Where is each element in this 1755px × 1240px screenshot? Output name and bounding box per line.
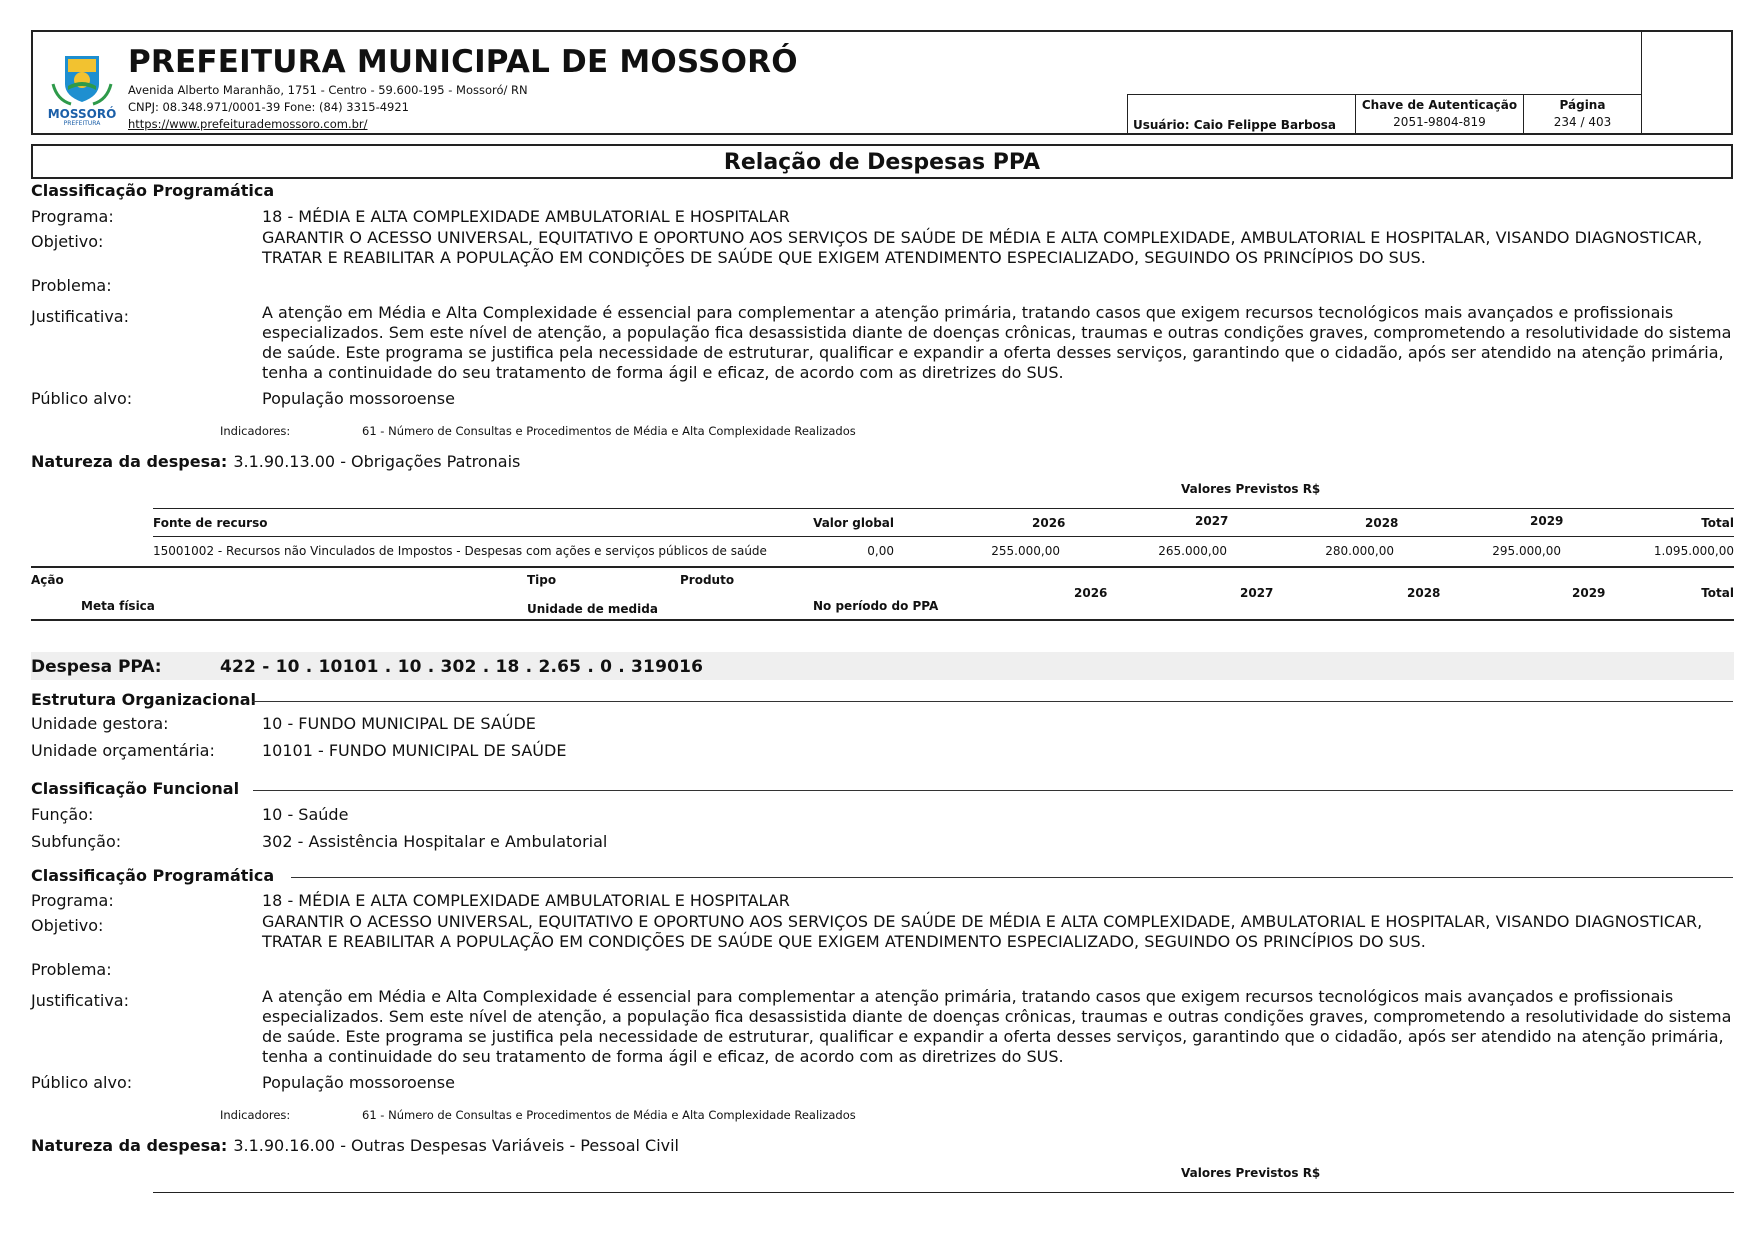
contact-line: CNPJ: 08.348.971/0001-39 Fone: (84) 3315-4921 [128,100,409,114]
objetivo-value: GARANTIR O ACESSO UNIVERSAL, EQUITATIVO E OPORTUNO AOS SERVIÇOS DE SAÚDE DE MÉDIA E ALTA COMPLEXIDADE, AMBULATORIAL E HOSPITALAR, VISANDO DIAGNOSTICAR, TRATAR E REABILITAR A POPULAÇÃO EM CONDIÇÕES DE SAÚDE QUE EXIGEM ATENDIMENTO ESPECIALIZADO, SEGUINDO OS PRINCÍPIOS DO SUS. [262,228,1703,267]
unidade-gestora-label: Unidade gestora: [31,714,169,733]
user-name: Usuário: Caio Felippe Barbosa [1133,118,1337,132]
indicadores-label: Indicadores: [220,424,291,438]
funcao-value: 10 - Saúde [262,805,349,824]
page-label: Página [1559,98,1606,112]
indicadores-label: Indicadores: [220,1108,291,1122]
natureza-value: 3.1.90.13.00 - Obrigações Patronais [233,452,521,471]
user-box [1127,94,1355,135]
indicadores-value: 61 - Número de Consultas e Procedimentos de Média e Alta Complexidade Realizados [362,1108,856,1122]
col-valor-global: Valor global [813,516,894,530]
programa-label: Programa: [31,891,114,910]
section-divider [291,877,1733,878]
programa-value: 18 - MÉDIA E ALTA COMPLEXIDADE AMBULATORIAL E HOSPITALAR [262,891,790,910]
problema-label: Problema: [31,960,112,979]
section-classificacao-programatica: Classificação Programática [31,866,275,885]
justificativa-label: Justificativa: [31,991,129,1010]
justificativa-label: Justificativa: [31,307,129,326]
natureza-label: Natureza da despesa: [31,1136,228,1155]
objetivo-value: GARANTIR O ACESSO UNIVERSAL, EQUITATIVO E OPORTUNO AOS SERVIÇOS DE SAÚDE DE MÉDIA E ALTA COMPLEXIDADE, AMBULATORIAL E HOSPITALAR, VISANDO DIAGNOSTICAR, TRATAR E REABILITAR A POPULAÇÃO EM CONDIÇÕES DE SAÚDE QUE EXIGEM ATENDIMENTO ESPECIALIZADO, SEGUINDO OS PRINCÍPIOS DO SUS. [262,912,1703,951]
col-meta-2029: 2029 [1572,586,1606,600]
auth-key-label: Chave de Autenticação [1361,98,1518,112]
col-2027: 2027 [1195,514,1229,528]
col-tipo: Tipo [527,573,557,587]
valor-total-cell: 1.095.000,00 [1653,544,1734,558]
objetivo-label: Objetivo: [31,916,104,935]
programa-label: Programa: [31,207,114,226]
section-classificacao-funcional: Classificação Funcional [31,779,240,798]
page-number: 234 / 403 [1553,115,1612,129]
justificativa-value: A atenção em Média e Alta Complexidade é essencial para complementar a atenção primária, tratando casos que exigem recursos tecnológicos mais avançados e profissionais especializados. Sem este nível de atenção, a população fica desassistida diante de doenças crônicas, traumas e outras condições graves, comprometendo a resolutividade do sistema de saúde. Este programa se justifica pela necessidade de estruturar, qualificar e expandir a oferta desses serviços, garantindo que o cidadão, após ser atendido na atenção primária, tenha a continuidade do seu tratamento de forma ágil e eficaz, de acordo com as diretrizes do SUS. [262,303,1732,382]
page-box [1523,94,1641,135]
fonte-recurso-cell: 15001002 - Recursos não Vinculados de Impostos - Despesas com ações e serviços públicos de saúde [153,544,767,558]
funcao-label: Função: [31,805,94,824]
despesa-ppa-label: Despesa PPA: [31,657,162,677]
valor-global-cell: 0,00 [867,544,894,558]
justificativa-value: A atenção em Média e Alta Complexidade é essencial para complementar a atenção primária, tratando casos que exigem recursos tecnológicos mais avançados e profissionais especializados. Sem este nível de atenção, a população fica desassistida diante de doenças crônicas, traumas e outras condições graves, comprometendo a resolutividade do sistema de saúde. Este programa se justifica pela necessidade de estruturar, qualificar e expandir a oferta desses serviços, garantindo que o cidadão, após ser atendido na atenção primária, tenha a continuidade do seu tratamento de forma ágil e eficaz, de acordo com as diretrizes do SUS. [262,987,1732,1066]
col-meta-2027: 2027 [1240,586,1274,600]
unidade-gestora-value: 10 - FUNDO MUNICIPAL DE SAÚDE [262,714,536,733]
unidade-orcamentaria-value: 10101 - FUNDO MUNICIPAL DE SAÚDE [262,741,567,760]
subfuncao-value: 302 - Assistência Hospitalar e Ambulatorial [262,832,608,851]
report-header [31,30,1733,135]
website-link[interactable]: https://www.prefeiturademossoro.com.br/ [128,117,368,131]
col-unidade-medida: Unidade de medida [527,602,658,616]
subfuncao-label: Subfunção: [31,832,122,851]
natureza-despesa [31,1136,679,1155]
natureza-despesa [31,452,520,471]
publico-alvo-value: População mossoroense [262,389,455,408]
col-total: Total [1701,516,1734,530]
logo-subtext: PREFEITURA [63,120,101,126]
problema-label: Problema: [31,276,112,295]
col-2026: 2026 [1032,516,1066,530]
valores-previstos-title: Valores Previstos R$ [1181,1166,1321,1180]
auth-key-value: 2051-9804-819 [1393,115,1486,129]
publico-alvo-label: Público alvo: [31,1073,133,1092]
col-produto: Produto [680,573,735,587]
col-periodo-ppa: No período do PPA [813,599,939,613]
col-meta-2028: 2028 [1407,586,1441,600]
natureza-value: 3.1.90.16.00 - Outras Despesas Variáveis - Pessoal Civil [233,1136,679,1155]
col-2029: 2029 [1530,514,1564,528]
col-meta-fisica: Meta física [81,599,155,613]
despesa-ppa-code: 422 - 10 . 10101 . 10 . 302 . 18 . 2.65 . 0 . 319016 [220,657,704,677]
publico-alvo-label: Público alvo: [31,389,133,408]
programa-value: 18 - MÉDIA E ALTA COMPLEXIDADE AMBULATORIAL E HOSPITALAR [262,207,790,226]
col-2028: 2028 [1365,516,1399,530]
unidade-orcamentaria-label: Unidade orçamentária: [31,741,215,760]
table-rule [153,508,1734,509]
table-rule [31,619,1734,621]
valores-previstos-title: Valores Previstos R$ [1181,482,1321,496]
valor-2026-cell: 255.000,00 [991,544,1060,558]
report-title: Relação de Despesas PPA [723,150,1041,175]
col-fonte-recurso: Fonte de recurso [153,516,268,530]
logo-text: MOSSORÓ [47,107,117,121]
section-estrutura-organizacional: Estrutura Organizacional [31,690,257,709]
auth-key-box [1355,94,1523,135]
city-hall-title: PREFEITURA MUNICIPAL DE MOSSORÓ [128,44,798,80]
address-line: Avenida Alberto Maranhão, 1751 - Centro - 59.600-195 - Mossoró/ RN [128,83,528,97]
table-rule [31,566,1734,568]
col-meta-total: Total [1701,586,1734,600]
col-meta-2026: 2026 [1074,586,1108,600]
valor-2027-cell: 265.000,00 [1158,544,1227,558]
section-divider [253,790,1733,791]
table-rule [153,536,1734,537]
header-corner-box [1641,32,1731,133]
report-title-box [31,144,1733,179]
natureza-label: Natureza da despesa: [31,452,228,471]
valor-2028-cell: 280.000,00 [1325,544,1394,558]
publico-alvo-value: População mossoroense [262,1073,455,1092]
city-logo [43,50,121,126]
col-acao: Ação [31,573,64,587]
section-divider [252,701,1733,702]
indicadores-value: 61 - Número de Consultas e Procedimentos de Média e Alta Complexidade Realizados [362,424,856,438]
section-classificacao-programatica: Classificação Programática [31,181,275,200]
valor-2029-cell: 295.000,00 [1492,544,1561,558]
table-rule [153,1192,1734,1193]
objetivo-label: Objetivo: [31,232,104,251]
